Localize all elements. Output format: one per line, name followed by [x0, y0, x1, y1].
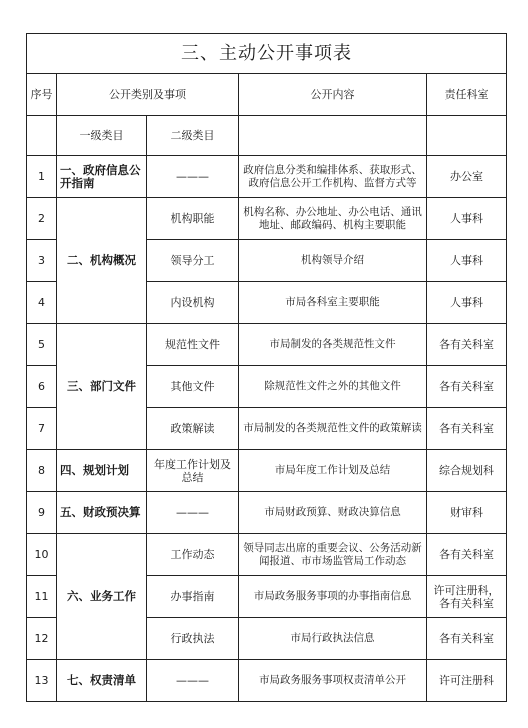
row-number: 1	[27, 156, 57, 198]
content-cell: 领导同志出席的重要会议、公务活动新闻报道、市市场监管局工作动态	[239, 534, 427, 576]
content-cell: 除规范性文件之外的其他文件	[239, 366, 427, 408]
dept-cell: 许可注册科	[427, 660, 507, 702]
title-row	[27, 34, 507, 74]
table-row	[27, 450, 507, 492]
subheader-empty	[27, 116, 57, 156]
level2-category: ———	[147, 156, 239, 198]
row-number: 11	[27, 576, 57, 618]
header-dept: 责任科室	[427, 74, 507, 116]
content-cell: 市局行政执法信息	[239, 618, 427, 660]
level1-category: 七、权责清单	[57, 660, 147, 702]
level1-category: 二、机构概况	[57, 198, 147, 324]
header-level2: 二级类目	[147, 116, 239, 156]
dept-cell: 综合规划科	[427, 450, 507, 492]
dept-cell: 各有关科室	[427, 408, 507, 450]
dept-cell: 财审科	[427, 492, 507, 534]
header-seq: 序号	[27, 74, 57, 116]
level2-category: 其他文件	[147, 366, 239, 408]
level2-category: 领导分工	[147, 240, 239, 282]
table-row	[27, 534, 507, 576]
dept-cell: 办公室	[427, 156, 507, 198]
level2-category: 办事指南	[147, 576, 239, 618]
dept-cell: 人事科	[427, 240, 507, 282]
dept-cell: 许可注册科，各有关科室	[427, 576, 507, 618]
disclosure-table	[26, 33, 507, 702]
subheader-empty	[239, 116, 427, 156]
header-row	[27, 74, 507, 116]
dept-cell: 各有关科室	[427, 366, 507, 408]
level1-category: 三、部门文件	[57, 324, 147, 450]
header-category: 公开类别及事项	[57, 74, 239, 116]
level2-category: ———	[147, 660, 239, 702]
level2-category: 机构职能	[147, 198, 239, 240]
level2-category: 内设机构	[147, 282, 239, 324]
level2-category: 行政执法	[147, 618, 239, 660]
row-number: 2	[27, 198, 57, 240]
level2-category: 工作动态	[147, 534, 239, 576]
table-title: 三、主动公开事项表	[27, 34, 507, 74]
level2-category: 年度工作计划及总结	[147, 450, 239, 492]
content-cell: 市局政务服务事项权责清单公开	[239, 660, 427, 702]
header-content: 公开内容	[239, 74, 427, 116]
dept-cell: 人事科	[427, 198, 507, 240]
level2-category: 政策解读	[147, 408, 239, 450]
table-row	[27, 156, 507, 198]
header-level1: 一级类目	[57, 116, 147, 156]
dept-cell: 各有关科室	[427, 324, 507, 366]
row-number: 12	[27, 618, 57, 660]
row-number: 13	[27, 660, 57, 702]
table-row	[27, 324, 507, 366]
row-number: 4	[27, 282, 57, 324]
table-row	[27, 198, 507, 240]
table-row	[27, 660, 507, 702]
content-cell: 机构领导介绍	[239, 240, 427, 282]
subheader-row	[27, 116, 507, 156]
row-number: 6	[27, 366, 57, 408]
row-number: 5	[27, 324, 57, 366]
content-cell: 市局政务服务事项的办事指南信息	[239, 576, 427, 618]
level1-category: 五、财政预决算	[57, 492, 147, 534]
row-number: 10	[27, 534, 57, 576]
level1-category: 四、规划计划	[57, 450, 147, 492]
row-number: 7	[27, 408, 57, 450]
level2-category: ———	[147, 492, 239, 534]
content-cell: 市局财政预算、财政决算信息	[239, 492, 427, 534]
content-cell: 市局各科室主要职能	[239, 282, 427, 324]
dept-cell: 各有关科室	[427, 618, 507, 660]
row-number: 9	[27, 492, 57, 534]
level1-category: 一、政府信息公开指南	[57, 156, 147, 198]
row-number: 3	[27, 240, 57, 282]
level2-category: 规范性文件	[147, 324, 239, 366]
level1-category: 六、业务工作	[57, 534, 147, 660]
dept-cell: 人事科	[427, 282, 507, 324]
content-cell: 机构名称、办公地址、办公电话、通讯地址、邮政编码、机构主要职能	[239, 198, 427, 240]
subheader-empty	[427, 116, 507, 156]
content-cell: 政府信息分类和编排体系、获取形式、政府信息公开工作机构、监督方式等	[239, 156, 427, 198]
content-cell: 市局制发的各类规范性文件	[239, 324, 427, 366]
row-number: 8	[27, 450, 57, 492]
content-cell: 市局年度工作计划及总结	[239, 450, 427, 492]
content-cell: 市局制发的各类规范性文件的政策解读	[239, 408, 427, 450]
table-row	[27, 492, 507, 534]
dept-cell: 各有关科室	[427, 534, 507, 576]
